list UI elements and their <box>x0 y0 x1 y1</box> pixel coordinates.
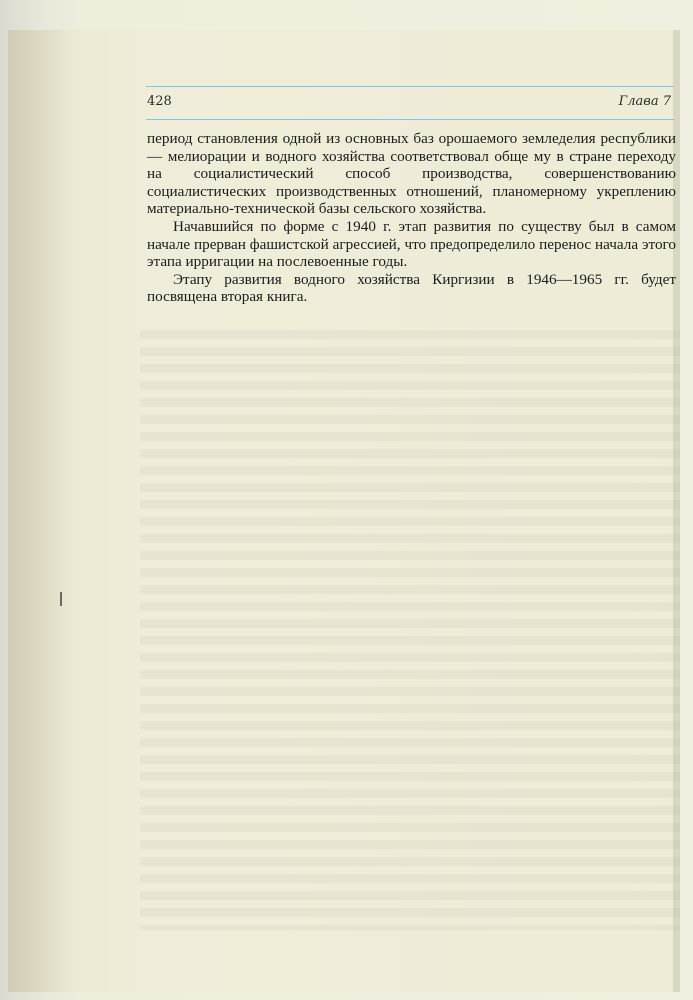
text-line: в самом начале прерван фашистской агрессией, что предопределило <box>147 217 676 253</box>
text-line: будет посвящена вторая книга. <box>147 270 676 306</box>
text-line: хозяйства. <box>419 200 487 218</box>
header-rule-top <box>146 86 674 87</box>
page-number: 428 <box>147 94 172 109</box>
margin-mark <box>60 592 62 606</box>
text-line: му в стране переходу на социалистический способ производства, <box>147 147 677 183</box>
text-line: перенос начала этого этапа ирригации на послевоенные годы. <box>147 235 676 271</box>
main-text <box>147 130 676 306</box>
header-rule-bottom <box>146 119 674 120</box>
text-line: Начавшийся по форме с 1940 г. этап развития по существу был <box>173 217 622 235</box>
text-line: Этапу развития водного хозяйства Киргизии в 1946—1965 гг. <box>173 270 642 288</box>
text-line: период становления одной из основных баз орошаемого земледелия <box>147 130 601 147</box>
paragraph <box>147 218 676 271</box>
book-spine-shadow <box>8 30 78 992</box>
bleed-through-texture <box>140 330 680 930</box>
text-line: совершенствованию социалистических производственных отношений, <box>147 165 676 200</box>
paragraph <box>147 271 676 306</box>
text-line: планомерному укреплению материально-технической базы сельского <box>147 182 676 218</box>
text-line: республики — мелиорации и водного хозяйства соответствовал обще <box>147 130 676 165</box>
chapter-title: Глава 7 <box>618 94 671 109</box>
paragraph <box>147 130 676 218</box>
